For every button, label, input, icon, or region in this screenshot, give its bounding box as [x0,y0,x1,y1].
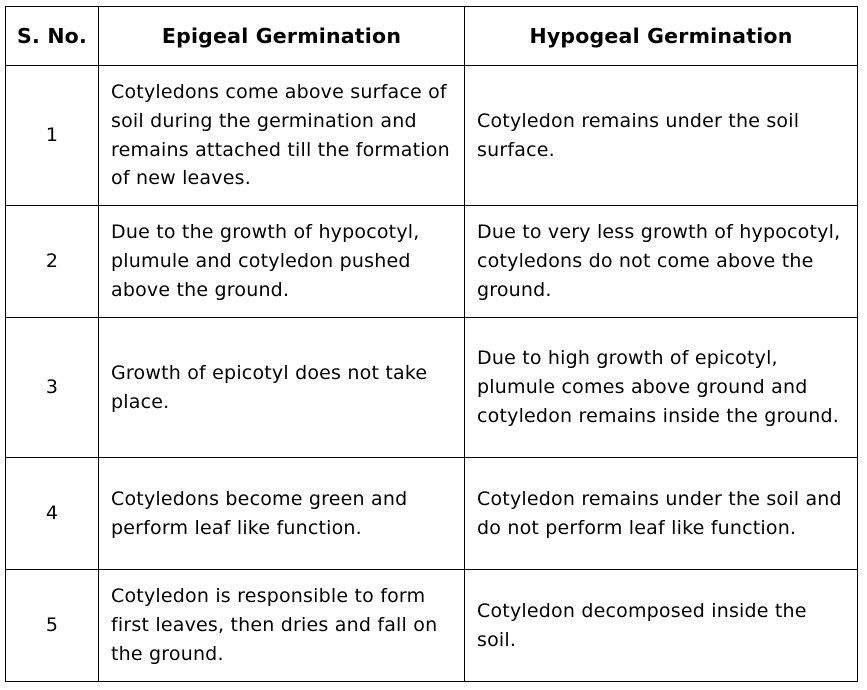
table-row [6,458,858,570]
cell-sno: 1 [6,66,99,206]
table-header-row [6,7,858,66]
table-row [6,318,858,458]
cell-hypogeal: Due to very less growth of hypocotyl, cotyledons do not come above the ground. [465,206,858,318]
table-row [6,206,858,318]
table-row [6,66,858,206]
cell-epigeal: Cotyledons become green and perform leaf like function. [99,458,465,570]
header-hypogeal: Hypogeal Germination [465,7,858,66]
header-sno: S. No. [6,7,99,66]
cell-hypogeal: Due to high growth of epicotyl, plumule comes above ground and cotyledon remains inside the ground. [465,318,858,458]
germination-comparison-table [5,6,858,682]
cell-hypogeal: Cotyledon remains under the soil and do not perform leaf like function. [465,458,858,570]
cell-epigeal: Cotyledons come above surface of soil during the germination and remains attached till the formation of new leaves. [99,66,465,206]
cell-sno: 4 [6,458,99,570]
cell-hypogeal: Cotyledon remains under the soil surface. [465,66,858,206]
cell-sno: 2 [6,206,99,318]
cell-hypogeal: Cotyledon decomposed inside the soil. [465,570,858,682]
comparison-table-container [5,6,858,682]
cell-epigeal: Due to the growth of hypocotyl, plumule and cotyledon pushed above the ground. [99,206,465,318]
cell-sno: 5 [6,570,99,682]
header-epigeal: Epigeal Germination [99,7,465,66]
table-row [6,570,858,682]
cell-sno: 3 [6,318,99,458]
cell-epigeal: Cotyledon is responsible to form first leaves, then dries and fall on the ground. [99,570,465,682]
cell-epigeal: Growth of epicotyl does not take place. [99,318,465,458]
